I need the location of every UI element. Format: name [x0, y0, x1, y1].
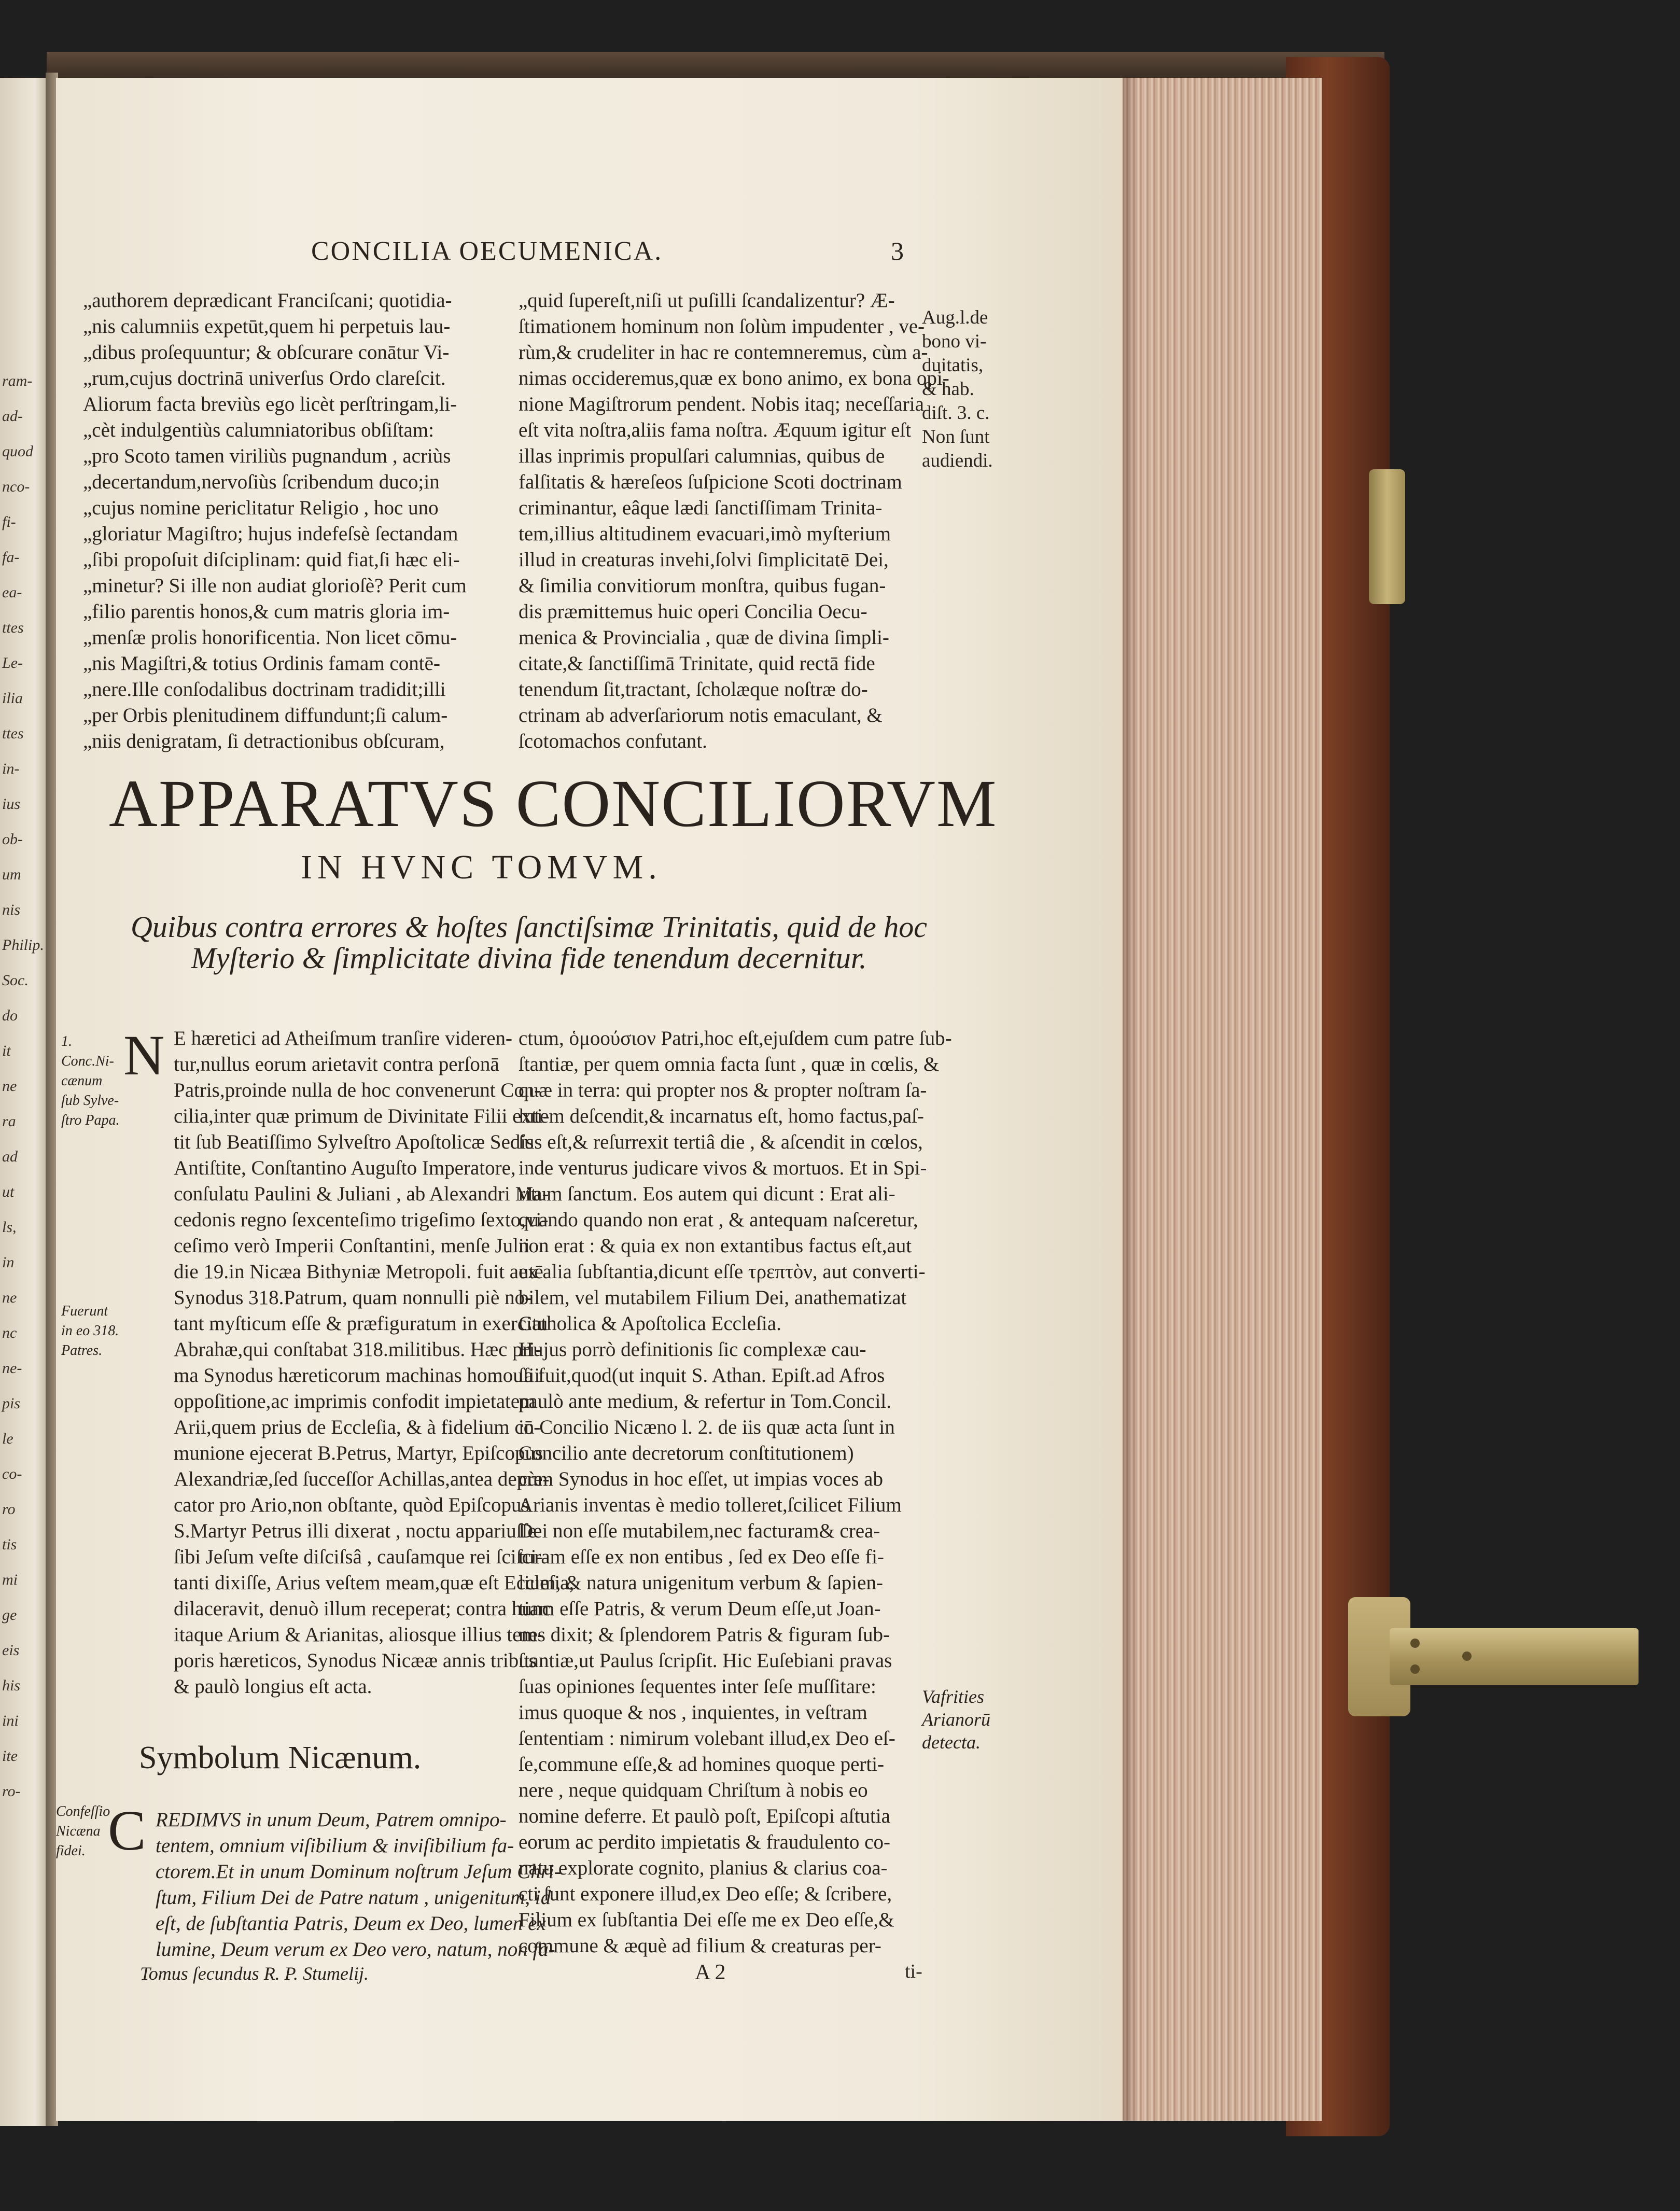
left-page-text-fragment: Soc. [2, 972, 29, 989]
text-column-bottom-left [174, 1026, 574, 1700]
text-line: „gloriatur Magiſtro; hujus indefeſsè ſectandam [83, 523, 458, 545]
left-page-text-fragment: quod [2, 443, 33, 460]
text-line: „nis Magiſtri,& totius Ordinis famam contē- [83, 652, 440, 675]
text-line: duitatis, [922, 355, 984, 376]
text-line: fidei. [56, 1843, 86, 1859]
text-line: Aliorum facta breviùs ego licèt perſtringam,li- [83, 393, 457, 415]
left-page-text-fragment: fi- [2, 513, 16, 530]
left-page-text-fragment: his [2, 1677, 21, 1694]
text-line: ſtro Papa. [61, 1112, 120, 1128]
left-page-text-fragment: nc [2, 1324, 17, 1341]
text-line: ex alia ſubſtantia,dicunt eſſe τρεπτὸν, aut converti- [519, 1261, 926, 1283]
left-page-text-fragment: fa- [2, 549, 20, 566]
text-line: Patres. [61, 1342, 103, 1359]
text-line: Filium ex ſubſtantia Dei eſſe me ex Deo eſſe,& [519, 1909, 894, 1931]
text-line: S.Martyr Petrus illi dixerat , noctu appariuſſe [174, 1520, 537, 1542]
text-line: Arianorū [922, 1709, 991, 1730]
symbol-heading: Symbolum Nicænum. [139, 1740, 422, 1775]
left-page-text-fragment: mi [2, 1571, 18, 1588]
text-line: nomine deferre. Et paulò poſt, Epiſcopi aſtutia [519, 1805, 890, 1827]
text-line: itaque Arium & Arianitas, aliosque illius tem- [174, 1624, 544, 1646]
text-line: citate,& ſanctiſſimā Trinitate, quid rectā fide [519, 652, 875, 675]
text-line: lium, & natura unigenitum verbum & ſapien- [519, 1572, 883, 1594]
text-line: „cujus nomine periclitatur Religio , hoc uno [83, 497, 439, 519]
page-edge-shadow [1123, 78, 1138, 2121]
left-page-text-fragment: in- [2, 760, 20, 777]
drop-cap: C [108, 1799, 146, 1862]
left-page-text-fragment: ob- [2, 831, 23, 848]
text-line: ritum ſanctum. Eos autem qui dicunt : Erat ali- [519, 1183, 895, 1205]
left-page-text-fragment: ad- [2, 408, 23, 425]
text-line: dilaceravit, denuò illum receperat; contra hunc [174, 1598, 551, 1620]
text-line: ctorem.Et in unum Dominum noſtrum Jeſum Chri- [156, 1860, 561, 1883]
text-line: Fuerunt [61, 1303, 108, 1319]
text-line: ma Synodus hæreticorum machinas homouſii [174, 1364, 540, 1387]
text-line: Catholica & Apoſtolica Eccleſia. [519, 1312, 781, 1335]
left-page-text-fragment: ro- [2, 1783, 21, 1800]
text-line: ceſimo verò Imperii Conſtantini, menſe Julii [174, 1235, 530, 1257]
left-page-text-fragment: um [2, 866, 21, 883]
text-line: in Concilio Nicæno l. 2. de iis quæ acta ſunt in [519, 1416, 895, 1438]
text-line: & paulò longius eſt acta. [174, 1675, 372, 1698]
text-line: „nis calumniis expetūt,quem hi perpetuis lau- [83, 315, 451, 338]
left-page-text-fragment: ram- [2, 372, 33, 389]
margin-note-patres [61, 1302, 119, 1361]
left-page-text-fragment: ttes [2, 725, 24, 742]
text-line: ſe,commune eſſe,& ad homines quoque perti- [519, 1753, 885, 1775]
text-line: 1. [61, 1033, 72, 1049]
text-line: diſt. 3. c. [922, 402, 990, 424]
text-column-top-right [519, 288, 949, 754]
text-line: „menſæ prolis honorificentia. Non licet cōmu- [83, 626, 457, 649]
text-line: ctum, ὁμοούσιον Patri,hoc eſt,ejuſdem cum patre ſub- [519, 1027, 952, 1049]
text-line: „dibus proſequuntur; & obſcurare conātur Vi- [83, 341, 450, 363]
text-line: Aug.l.de [922, 307, 988, 328]
text-line: „nere.Ille conſodalibus doctrinam tradidit;illi [83, 678, 446, 701]
left-page-text-fragment: in [2, 1254, 15, 1271]
text-line: ſtantiæ,ut Paulus ſcripſit. Hic Euſebiani pravas [519, 1649, 892, 1672]
text-line: & hab. [922, 379, 974, 400]
text-line: menica & Provincialia , quæ de divina ſimpli- [519, 626, 889, 649]
text-line: criminantur, eâque lædi ſanctiſſimam Trinita- [519, 497, 883, 519]
left-page-text-fragment: tis [2, 1536, 17, 1553]
text-line: tur,nullus eorum arietavit contra perſonā [174, 1053, 499, 1075]
text-line: munione ejecerat B.Petrus, Martyr, Epiſcopus [174, 1442, 543, 1464]
margin-note-top-right [922, 306, 993, 473]
creed-text [156, 1807, 561, 1963]
text-line: nere , neque quidquam Chriſtum à nobis eo [519, 1779, 868, 1801]
text-line: ſtum, Filium Dei de Patre natum , unigenitum, id [156, 1886, 551, 1909]
text-line: quando quando non erat , & antequam naſceretur, [519, 1209, 918, 1231]
text-line: cti ſunt exponere illud,ex Deo eſſe; & ſcribere, [519, 1883, 892, 1905]
section-subtitle: IN HVNC TOMVM. [301, 848, 662, 886]
text-column-top-left [83, 288, 467, 754]
text-line: ſtimationem hominum non ſolùm impudenter , ve- [519, 315, 925, 338]
text-line: cænum [61, 1073, 103, 1089]
text-line: „minetur? Si ille non audiat glorioſè? Perit cum [83, 575, 467, 597]
left-page-text-fragment: pis [2, 1395, 21, 1412]
text-line: „authorem deprædicant Franciſcani; quotidia- [83, 289, 452, 312]
text-line: tem,illius altitudinem evacuari,imò myſterium [519, 523, 891, 545]
text-line: ctrinam ab adverſariorum notis emaculant, & [519, 704, 883, 726]
text-line: nimas occideremus,quæ ex bono animo, ex bona opi- [519, 367, 949, 389]
text-line: „decertandum,nervoſiùs ſcribendum duco;in [83, 471, 440, 493]
text-line: in eo 318. [61, 1323, 119, 1339]
text-line: bono vi- [922, 331, 987, 352]
text-line: lumine, Deum verum ex Deo vero, natum, non fa- [156, 1938, 555, 1961]
text-line: Hujus porrò definitionis ſic complexæ cau- [519, 1338, 866, 1361]
text-line: paulò ante medium, & refertur in Tom.Concil. [519, 1390, 891, 1412]
left-page-text-fragment: ttes [2, 619, 24, 636]
left-page-text-fragment: ea- [2, 584, 22, 601]
text-line: eorum ac perdito impietatis & fraudulento co- [519, 1831, 890, 1853]
text-line: Synodus 318.Patrum, quam nonnulli piè no- [174, 1286, 532, 1309]
left-page-text-fragment: ge [2, 1606, 17, 1624]
text-line: Vafrities [922, 1686, 985, 1707]
section-lead: Quibus contra errores & hoſtes ſanctiſsimæ Trinitatis, quid de hoc Myſterio & ſimplicitate divina fide tenendum decernitur. [131, 910, 927, 975]
text-line: Confeſſio [56, 1803, 110, 1820]
margin-note-vafrities [922, 1685, 990, 1754]
text-line: dis præmittemus huic operi Concilia Oecu- [519, 600, 867, 623]
text-line: ſententiam : nimirum volebant illud,ex Deo eſ- [519, 1727, 895, 1750]
text-line: bilem, vel mutabilem Filium Dei, anathematizat [519, 1286, 907, 1309]
clasp-catch [1369, 469, 1405, 604]
left-page-text-fragment: Le- [2, 654, 23, 671]
text-line: Antiſtite, Conſtantino Auguſto Imperatore, [174, 1157, 516, 1179]
text-line: die 19.in Nicæa Bithyniæ Metropoli. fuit autē [174, 1261, 543, 1283]
text-line: ſcotomachos confutant. [519, 730, 707, 752]
text-line: tiam eſſe Patris, & verum Deum eſſe,ut Joan- [519, 1598, 881, 1620]
text-line: „filio parentis honos,& cum matris gloria im- [83, 600, 450, 623]
text-line: ſus eſt,& reſurrexit tertiâ die , & aſcendit in cœlos, [519, 1131, 923, 1153]
text-line: „quid ſupereſt,niſi ut puſilli ſcandalizentur? Æ- [519, 289, 895, 312]
section-title: APPARATVS CONCILIORVM [109, 766, 998, 841]
text-line: & ſimilia convitiorum monſtra, quibus fugan- [519, 575, 886, 597]
text-line: E hæretici ad Atheiſmum tranſire videren- [174, 1027, 513, 1049]
footer-note: Tomus ſecundus R. P. Stumelij. [140, 1963, 369, 1984]
left-page-text-fragment: ls, [2, 1219, 17, 1236]
text-line: Concilio ante decretorum conſtitutionem) [519, 1442, 854, 1464]
text-line: poris hæreticos, Synodus Nicææ annis tribus [174, 1649, 537, 1672]
left-page-text-fragment: ilia [2, 690, 23, 707]
left-page-text-fragment: ut [2, 1183, 15, 1200]
running-head: CONCILIA OECUMENICA. [311, 236, 663, 266]
clasp-rivet [1462, 1652, 1472, 1661]
text-line: non erat : & quia ex non extantibus factus eſt,aut [519, 1235, 912, 1257]
left-page-text-fragment: ne [2, 1077, 17, 1095]
signature-mark: A 2 [695, 1961, 726, 1984]
text-line: tant myſticum eſſe & præfiguratum in exercitu [174, 1312, 548, 1335]
left-page-text-fragment: nis [2, 901, 21, 918]
left-page-text-fragment: ne [2, 1289, 17, 1306]
text-line: commune & æquè ad filium & creaturas per- [519, 1935, 881, 1957]
brass-clasp [1348, 1597, 1639, 1701]
text-line: „pro Scoto tamen viriliùs pugnandum , acriùs [83, 445, 451, 467]
text-line: nes dixit; & ſplendorem Patris & figuram ſub- [519, 1624, 890, 1646]
left-page-text-fragment: le [2, 1430, 13, 1447]
text-line: cilia,inter quæ primum de Divinitate Filii exti- [174, 1105, 550, 1127]
text-line: quæ in terra: qui propter nos & propter noſtram ſa- [519, 1079, 927, 1101]
text-line: detecta. [922, 1732, 981, 1753]
text-column-bottom-right [519, 1026, 952, 1959]
text-line: Alexandriæ,ſed ſucceſſor Achillas,antea depre- [174, 1468, 550, 1490]
text-line: cùm Synodus in hoc eſſet, ut impias voces ab [519, 1468, 883, 1490]
text-line: illas inprimis propulſari calumnias, quibus de [519, 445, 885, 467]
text-line: tanti dixiſſe, Arius veſtem meam,quæ eſt Eccleſia, [174, 1572, 575, 1594]
text-line: „rum,cujus doctrinā univerſus Ordo clareſcit. [83, 367, 446, 389]
text-line: nione Magiſtrorum pendent. Nobis itaq; neceſſaria [519, 393, 924, 415]
text-line: REDIMVS in unum Deum, Patrem omnipo- [156, 1809, 507, 1831]
text-line: Non ſunt [922, 426, 990, 447]
book-top-board [47, 52, 1384, 78]
catchword: ti- [905, 1961, 922, 1982]
text-line: ſibi Jeſum veſte diſciſsâ , cauſamque rei ſciſci- [174, 1546, 543, 1568]
text-line: „niis denigratam, ſi detractionibus obſcuram, [83, 730, 445, 752]
left-page-text-fragment: co- [2, 1465, 22, 1482]
text-line: cator pro Ario,non obſtante, quòd Epiſcopus [174, 1494, 529, 1516]
text-line: oppoſitione,ac imprimis confodit impietatem [174, 1390, 536, 1412]
left-page-text-fragment: it [2, 1042, 11, 1059]
text-line: cedonis regno ſexcenteſimo trigeſimo ſexto,vi- [174, 1209, 549, 1231]
text-line: audiendi. [922, 450, 993, 471]
text-line: „per Orbis plenitudinem diffundunt;ſi calum- [83, 704, 448, 726]
page-edges [1123, 78, 1322, 2121]
left-page-text-fragment: ius [2, 795, 21, 813]
text-line: ſa fuit,quod(ut inquit S. Athan. Epiſt.ad Afros [519, 1364, 885, 1387]
text-line: rùm,& crudeliter in hac re contemneremus, cùm a- [519, 341, 928, 363]
text-line: Arii,quem prius de Eccleſia, & à fidelium cō- [174, 1416, 541, 1438]
drop-cap: N [123, 1024, 165, 1087]
text-line: eſt, de ſubſtantia Patris, Deum ex Deo, lumen ex [156, 1912, 546, 1935]
text-line: illud in creaturas invehi,ſolvi ſimplicitatē Dei, [519, 549, 889, 571]
text-line: tentem, omnium viſibilium & inviſibilium fa- [156, 1835, 514, 1857]
text-line: „cèt indulgentiùs calumniatoribus obſiſtam: [83, 419, 434, 441]
text-line: ſtantiæ, per quem omnia facta ſunt , quæ in cœlis, & [519, 1053, 940, 1075]
text-line: falſitatis & hæreſeos ſuſpicione Scoti doctrinam [519, 471, 902, 493]
text-line: imus quoque & nos , inquientes, in veſtram [519, 1701, 867, 1724]
clasp-strap [1390, 1628, 1639, 1685]
text-line: natu explorate cognito, planius & clarius coa- [519, 1857, 888, 1879]
text-line: Arianis inventas è medio tolleret,ſcilicet Filium [519, 1494, 902, 1516]
text-line: turam eſſe ex non entibus , ſed ex Deo eſſe fi- [519, 1546, 885, 1568]
text-line: Abrahæ,qui conſtabat 318.militibus. Hæc pri- [174, 1338, 542, 1361]
text-line: ſuas opiniones ſequentes inter ſeſe muſſitare: [519, 1675, 876, 1698]
clasp-rivet [1410, 1639, 1420, 1648]
text-line: Conc.Ni- [61, 1053, 114, 1069]
left-page-text-fragment: ad [2, 1148, 18, 1165]
text-line: inde venturus judicare vivos & mortuos. Et in Spi- [519, 1157, 927, 1179]
text-line: lutem deſcendit,& incarnatus eſt, homo factus,paſ- [519, 1105, 924, 1127]
page-number: 3 [891, 236, 904, 265]
text-line: eſt vita noſtra,aliis fama noſtra. Æquum igitur eſt [519, 419, 912, 441]
text-line: tenendum ſit,tractant, ſcholæque noſtræ do- [519, 678, 868, 701]
margin-note-confessio [56, 1802, 110, 1861]
clasp-rivet [1410, 1664, 1420, 1674]
left-page-text-fragment: Philip. [2, 936, 44, 954]
text-line: Dei non eſſe mutabilem,nec facturam& crea- [519, 1520, 880, 1542]
left-page-text-fragment: ite [2, 1747, 18, 1765]
left-page-text-fragment: do [2, 1007, 18, 1024]
left-page-text-fragment: ra [2, 1113, 16, 1130]
text-line: Nicæna [56, 1823, 101, 1839]
left-page-text-fragment: ro [2, 1501, 16, 1518]
text-line: „ſibi propoſuit diſciplinam: quid fiat,ſi hæc eli- [83, 549, 460, 571]
text-line: ſub Sylve- [61, 1093, 119, 1109]
text-line: tit ſub Beatiſſimo Sylveſtro Apoſtolicæ Sedis [174, 1131, 534, 1153]
left-page-text-fragment: ne- [2, 1360, 22, 1377]
left-page-text-fragment: eis [2, 1642, 20, 1659]
text-line: Patris,proinde nulla de hoc convenerunt Con- [174, 1079, 541, 1101]
margin-note-conc-nicaenum [61, 1032, 120, 1130]
left-page-text-fragment: ini [2, 1712, 19, 1729]
left-page-text-fragment: nco- [2, 478, 30, 495]
text-line: conſulatu Paulini & Juliani , ab Alexandri Ma- [174, 1183, 549, 1205]
left-page-fragment [0, 78, 50, 2126]
